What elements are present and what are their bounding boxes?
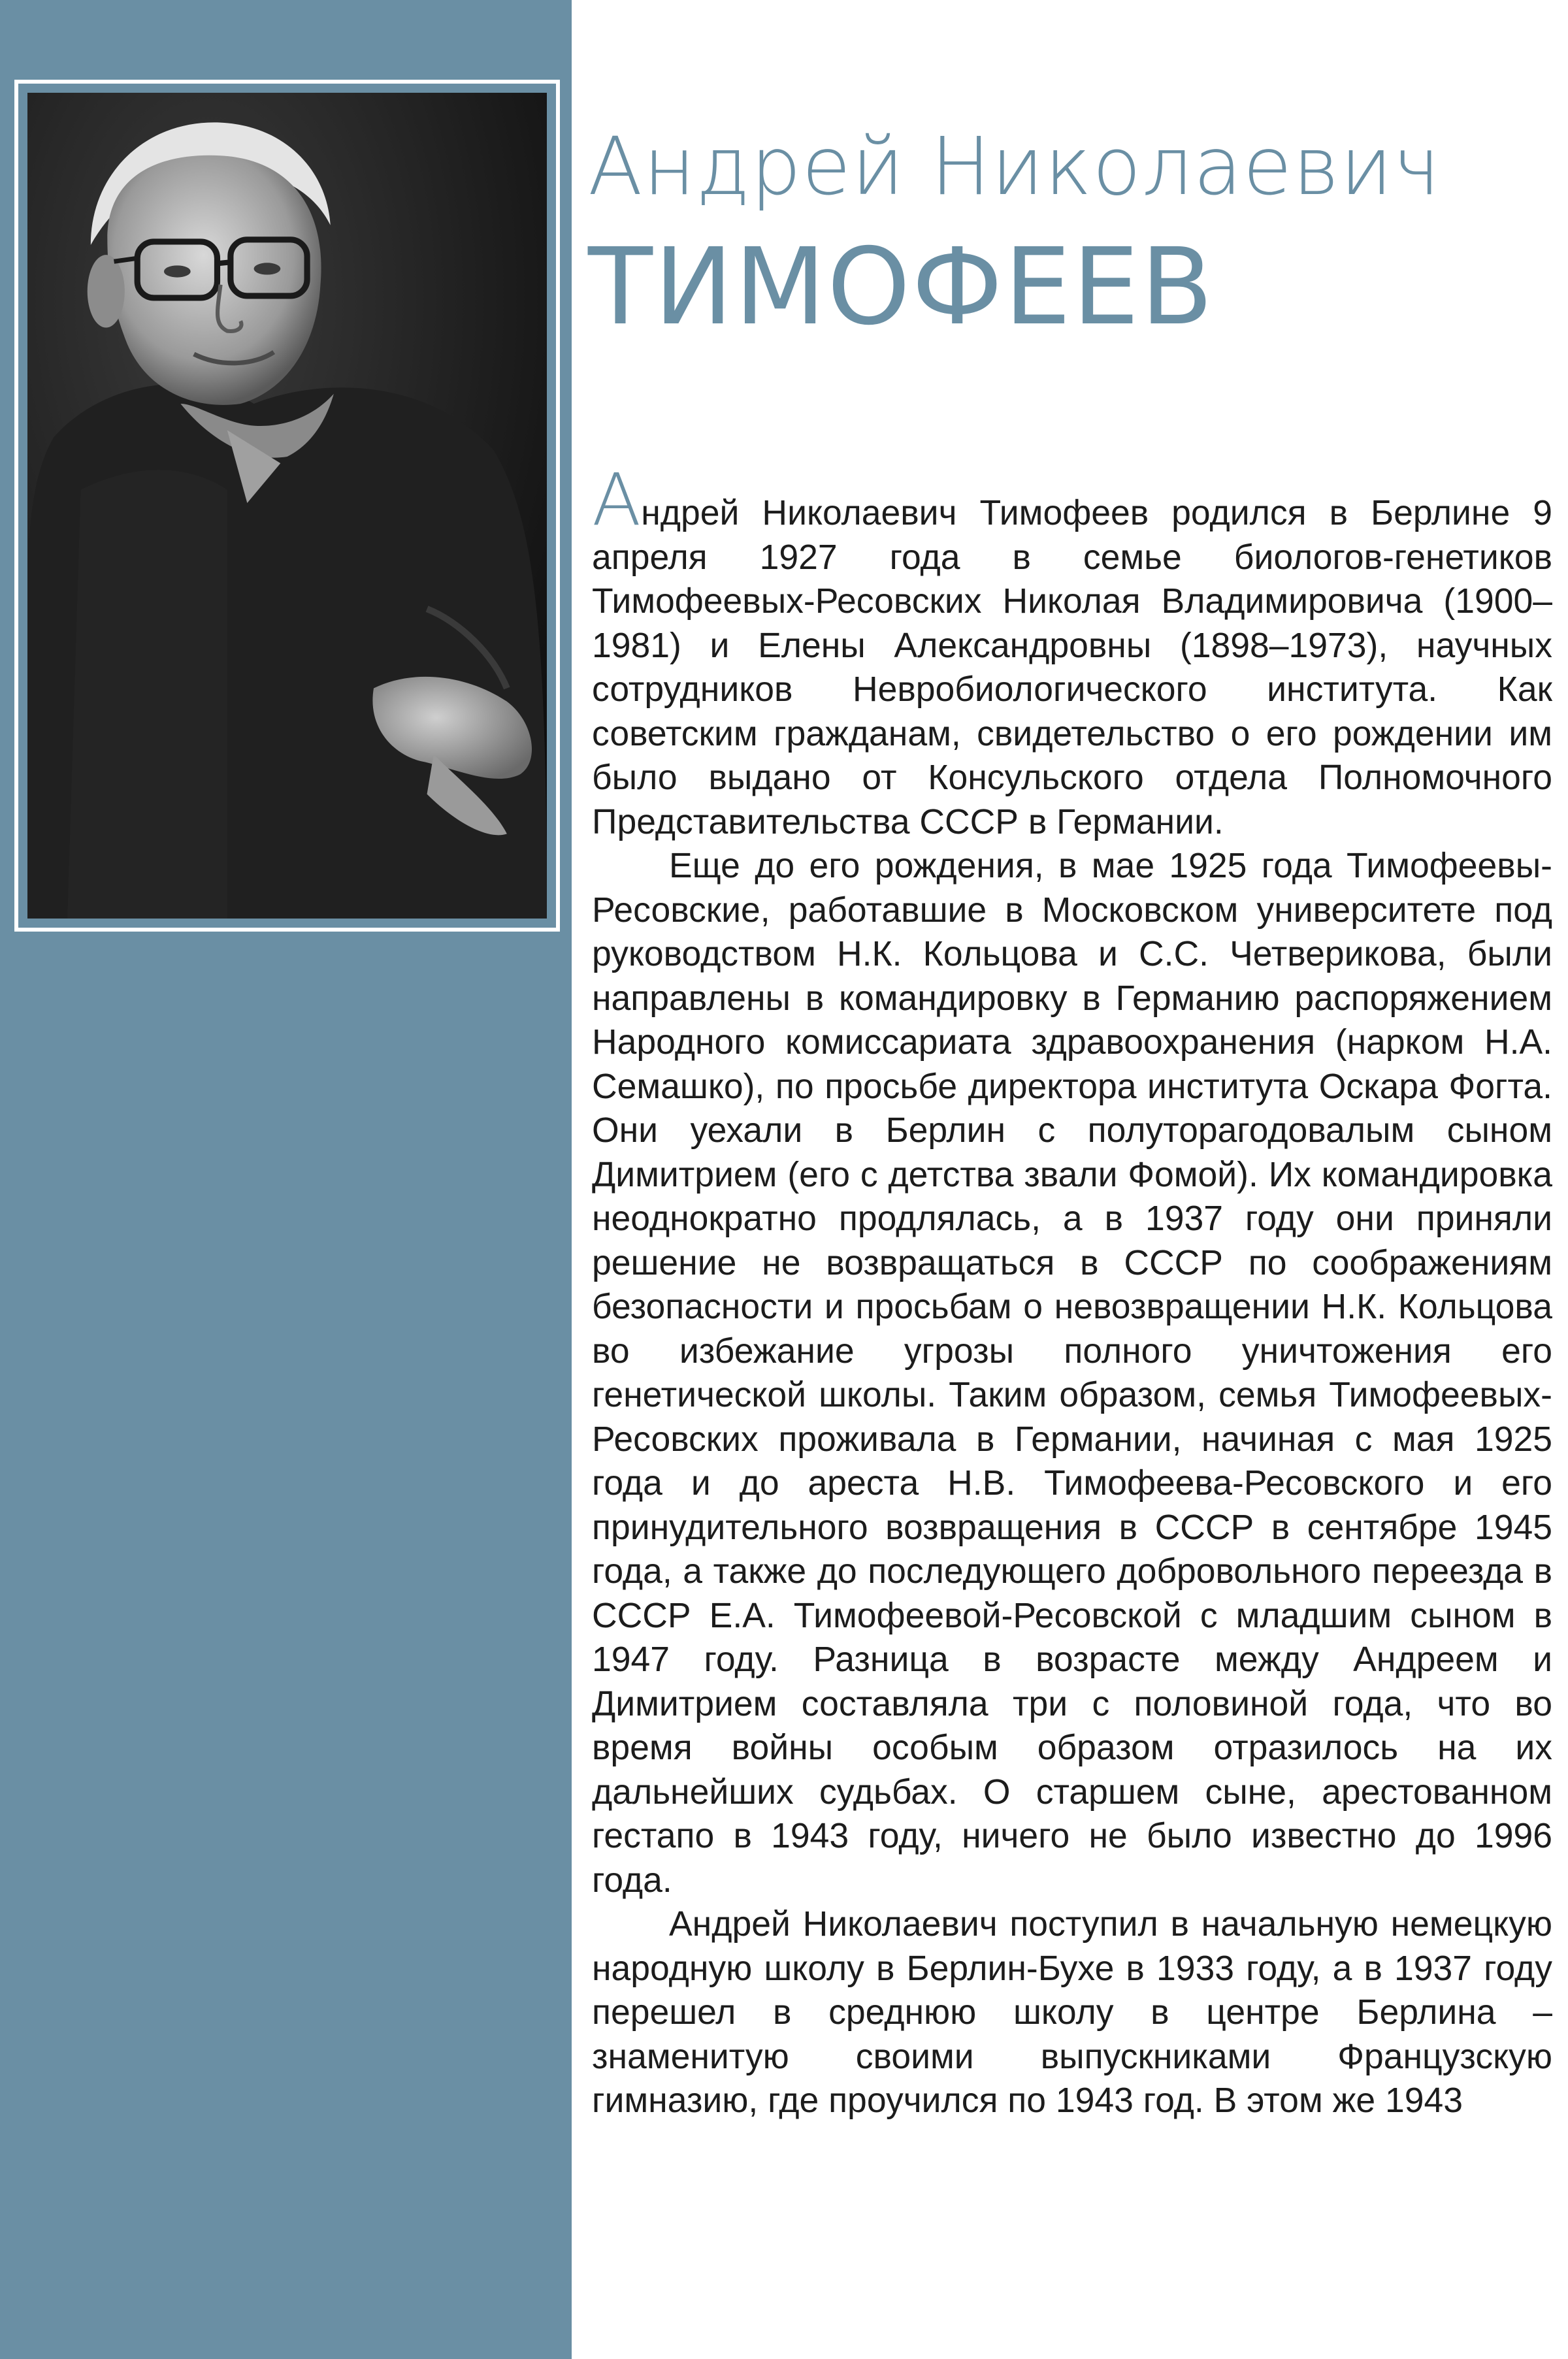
- biography-text: [592, 458, 1552, 2123]
- person-first-names: Андрей Николаевич: [588, 120, 1441, 213]
- paragraph-3: Андрей Николаевич поступил в начальную немецкую народную школу в Берлин-Бухе в 1933 году, а в 1937 году перешел в среднюю школу в центре Берлина – знаменитую своими выпускниками Французскую гимназию, где проучился по 1943 год. В этом же 1943: [592, 1905, 1552, 2120]
- paragraph-2: Еще до его рождения, в мае 1925 года Тимофеевы-Ресовские, работавшие в Московском университете под руководством Н.К. Кольцова и С.С. Четверикова, были направлены в командировку в Германию распоряжением Народного комиссариата здравоохранения (нарком Н.А. Семашко), по просьбе директора института Оскара Фогта. Они уехали в Берлин с полуторагодовалым сыном Димитрием (его с детства звали Фомой). Их командировка неоднократно продлялась, а в 1937 году они приняли решение не возвращаться в СССР по соображениям безопасности и просьбам о невозвращении Н.К. Кольцова во избежание угрозы полного уничтожения его генетической школы. Таким образом, семья Тимофеевых-Ресовских проживала в Германии, начиная с мая 1925 года и до ареста Н.В. Тимофеева-Ресовского и его принудительного возвращения в СССР в сентябре 1945 года, а также до последующего добровольного переезда в СССР Е.А. Тимофеевой-Ресовской с младшим сыном в 1947 году. Разница в возрасте между Андреем и Димитрием составляла три с половиной года, что во время войны особым образом отразилось на их дальнейших судьбах. О старшем сыне, арестованном гестапо в 1943 году, ничего не было известно до 1996 года.: [592, 847, 1552, 1900]
- portrait-photo: [27, 93, 547, 919]
- portrait-photo-frame: [14, 80, 560, 932]
- portrait-photo-icon: [27, 93, 547, 919]
- drop-cap: А: [592, 458, 642, 542]
- paragraph-1: [592, 458, 1552, 844]
- person-surname: ТИМОФЕЕВ: [588, 226, 1215, 349]
- paragraph-1-text: ндрей Николаевич Тимофеев родился в Берлине 9 апреля 1927 года в семье биологов-генетиков Тимофеевых-Ресовских Николая Владимировича (1900–1981) и Елены Александровны (1898–1973), научных сотрудников Невробиологического института. Как советским гражданам, свидетельство о его рождении им было выдано от Консульского отдела Полномочного Представительства СССР в Германии.: [592, 494, 1552, 841]
